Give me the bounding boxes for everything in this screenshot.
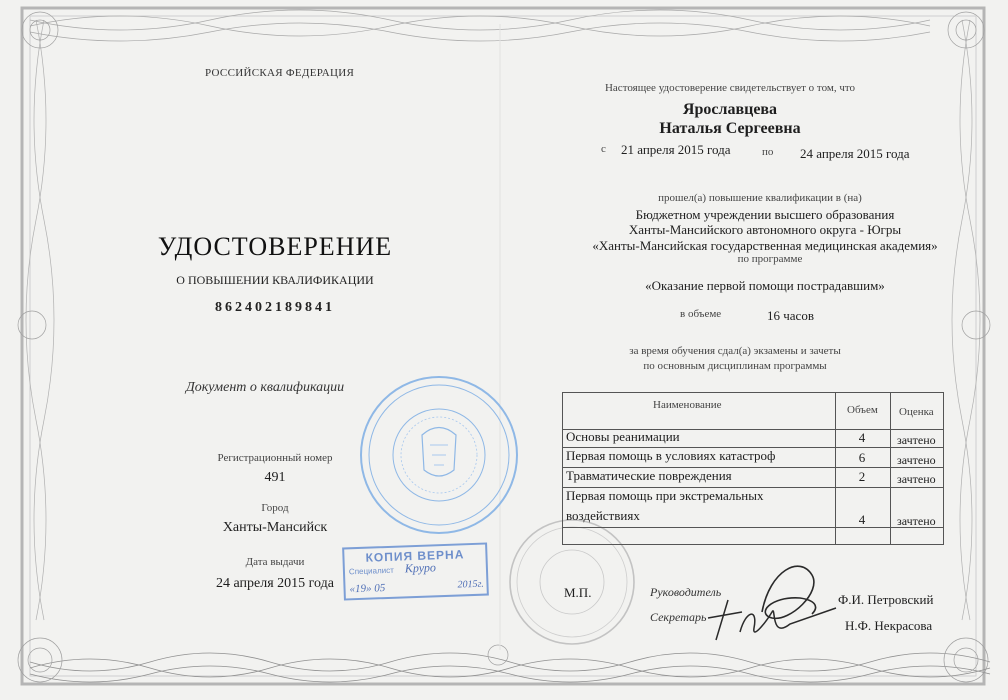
copy-stamp-title: КОПИЯ ВЕРНА (365, 547, 465, 565)
head-role-label: Руководитель (650, 585, 722, 599)
round-seal (361, 377, 517, 533)
volume-label: в объеме (680, 308, 722, 320)
country-label: РОССИЙСКАЯ ФЕДЕРАЦИЯ (205, 67, 355, 79)
holder-first-name: Наталья Сергеевна (659, 120, 801, 137)
header-name: Наименование (653, 399, 722, 411)
guilloche-top (30, 10, 930, 41)
program-name: «Оказание первой помощи пострадавшим» (645, 278, 885, 293)
subject-volume: 6 (858, 450, 866, 465)
document-title: УДОСТОВЕРЕНИЕ (157, 232, 393, 261)
copy-stamp-date: «19» 05 (349, 582, 386, 596)
volume-value: 16 часов (767, 308, 814, 323)
subject-name: Первая помощь при экстремальных (566, 488, 764, 503)
copy-stamp-specialist: Специалист (348, 565, 394, 577)
exam-text-line-2: по основным дисциплинам программы (643, 360, 827, 372)
stamp-place-label: М.П. (564, 585, 592, 600)
copy-stamp-year: 2015г. (457, 578, 484, 591)
header-grade: Оценка (899, 406, 934, 418)
issue-date-value: 24 апреля 2015 года (216, 576, 334, 591)
table-row-empty (563, 527, 943, 545)
document-subtitle: О ПОВЫШЕНИИ КВАЛИФИКАЦИИ (176, 273, 374, 287)
institution-line-3: «Ханты-Мансийская государственная медицинская академия» (592, 238, 938, 253)
table-row (563, 429, 943, 448)
qualification-label: прошел(а) повышение квалификации в (на) (658, 192, 862, 204)
subject-volume: 4 (858, 430, 866, 445)
issue-date-label: Дата выдачи (245, 556, 305, 568)
subject-volume: 4 (858, 512, 866, 527)
city-label: Город (261, 502, 289, 514)
head-signature (762, 566, 816, 618)
table-row (563, 487, 943, 528)
subjects-table (562, 392, 944, 545)
certificate-number: 862402189841 (215, 300, 335, 315)
secretary-role-label: Секретарь (650, 610, 707, 624)
program-label: по программе (737, 253, 803, 265)
header-volume: Объем (847, 404, 878, 416)
subject-name: Первая помощь в условиях катастроф (566, 448, 776, 463)
subject-grade: зачтено (897, 472, 936, 486)
subject-name: Травматические повреждения (566, 468, 732, 483)
date-to-value: 24 апреля 2015 года (800, 146, 910, 161)
copy-certified-stamp (342, 542, 489, 600)
subject-grade: зачтено (897, 514, 936, 528)
exam-text-line-1: за время обучения сдал(а) экзамены и зачеты (629, 345, 841, 357)
registration-number-value: 491 (264, 470, 286, 485)
subject-volume: 2 (858, 469, 866, 484)
table-row (563, 467, 943, 488)
subject-grade: зачтено (897, 433, 936, 447)
subject-name: Основы реанимации (566, 429, 680, 444)
date-from-value: 21 апреля 2015 года (621, 142, 731, 157)
copy-stamp-signature: Круро (404, 560, 437, 576)
registration-number-label: Регистрационный номер (217, 452, 333, 464)
document-kind: Документ о квалификации (185, 380, 345, 395)
head-name: Ф.И. Петровский (838, 592, 934, 607)
holder-last-name: Ярославцева (682, 101, 778, 118)
subject-grade: зачтено (897, 453, 936, 467)
subject-name-continued: воздействиях (566, 508, 640, 523)
table-row (563, 447, 943, 468)
date-to-label: по (762, 146, 774, 158)
institution-line-1: Бюджетном учреждении высшего образования (635, 207, 895, 222)
date-from-label: с (601, 143, 606, 155)
guilloche-bottom (30, 653, 990, 682)
institution-line-2: Ханты-Мансийского автономного округа - Югры (628, 222, 902, 237)
city-value: Ханты-Мансийск (222, 520, 328, 535)
secretary-name: Н.Ф. Некрасова (845, 618, 933, 633)
intro-text: Настоящее удостоверение свидетельствует о том, что (604, 82, 856, 94)
secretary-signature (708, 600, 836, 640)
